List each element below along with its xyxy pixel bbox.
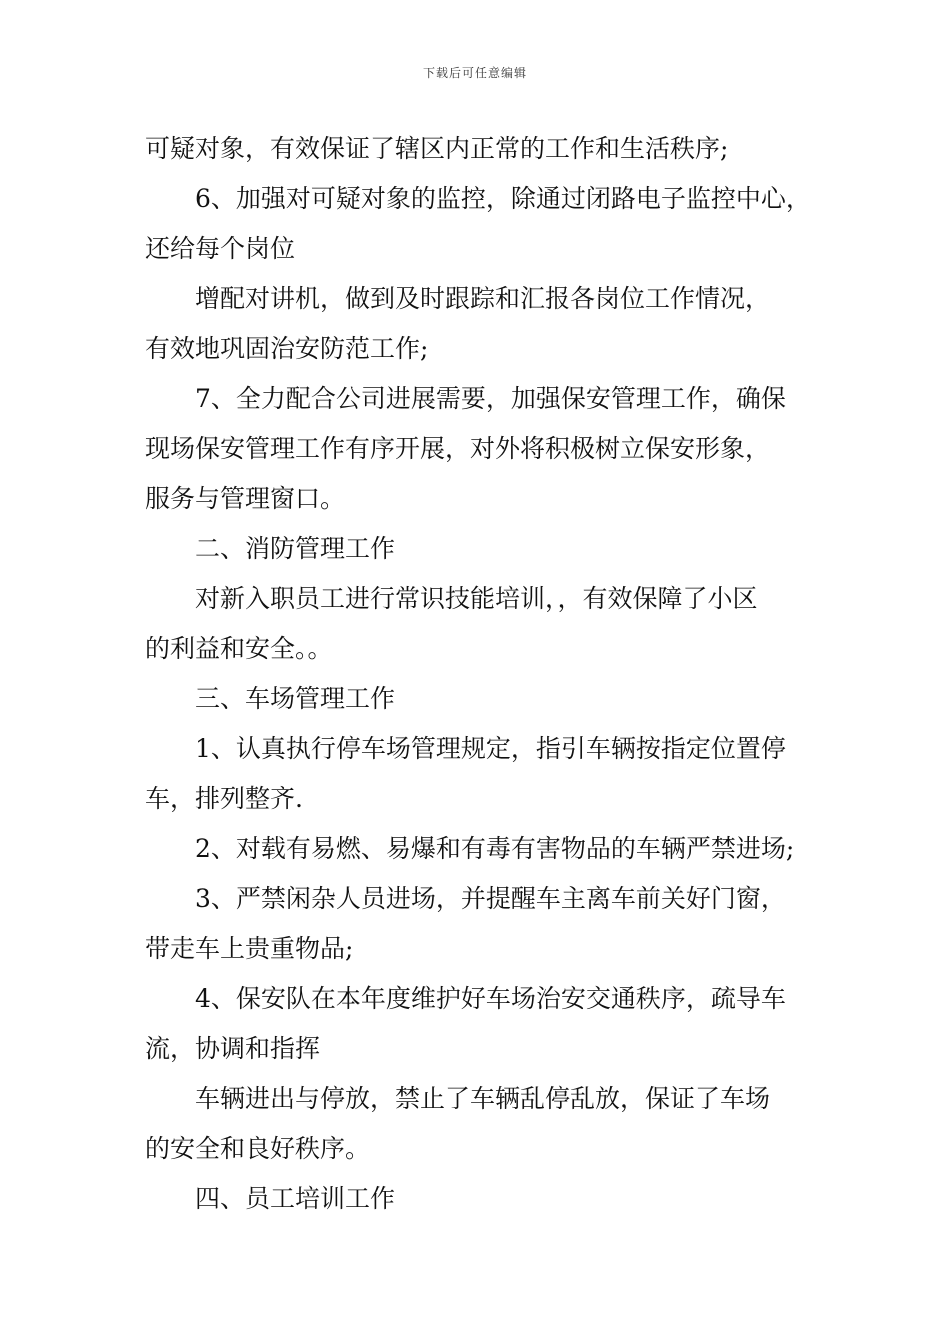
text-line: 还给每个岗位 <box>145 234 296 263</box>
text-line: 服务与管理窗口。 <box>145 484 346 513</box>
text-line: 6、加强对可疑对象的监控，除通过闭路电子监控中心， <box>195 184 811 213</box>
text-line: 4、保安队在本年度维护好车场治安交通秩序，疏导车 <box>195 984 786 1013</box>
text-line: 增配对讲机，做到及时跟踪和汇报各岗位工作情况， <box>195 284 771 313</box>
section-heading: 二、消防管理工作 <box>195 534 396 563</box>
page-header: 下载后可任意编辑 <box>422 66 527 80</box>
text-line: 对新入职员工进行常识技能培训，，有效保障了小区 <box>195 584 758 613</box>
text-line: 有效地巩固治安防范工作; <box>145 334 429 363</box>
text-line: 7、全力配合公司进展需要，加强保安管理工作，确保 <box>195 384 786 413</box>
text-line: 车辆进出与停放，禁止了车辆乱停乱放，保证了车场 <box>195 1084 771 1113</box>
text-line: 带走车上贵重物品; <box>145 934 354 963</box>
text-line: 流，协调和指挥 <box>145 1034 321 1063</box>
text-line: 3、严禁闲杂人员进场，并提醒车主离车前关好门窗， <box>195 884 786 913</box>
text-line: 的安全和良好秩序。 <box>145 1134 371 1163</box>
text-line: 2、对载有易燃、易爆和有毒有害物品的车辆严禁进场; <box>195 834 795 863</box>
text-line: 现场保安管理工作有序开展，对外将积极树立保安形象， <box>145 434 771 463</box>
document-body <box>145 124 810 1224</box>
section-heading: 三、车场管理工作 <box>195 684 396 713</box>
text-line: 可疑对象，有效保证了辖区内正常的工作和生活秩序; <box>145 134 729 163</box>
text-line: 1、认真执行停车场管理规定，指引车辆按指定位置停 <box>195 734 786 763</box>
text-line: 车，排列整齐. <box>145 784 303 813</box>
section-heading: 四、员工培训工作 <box>195 1184 396 1213</box>
text-line: 的利益和安全。。 <box>145 634 333 663</box>
